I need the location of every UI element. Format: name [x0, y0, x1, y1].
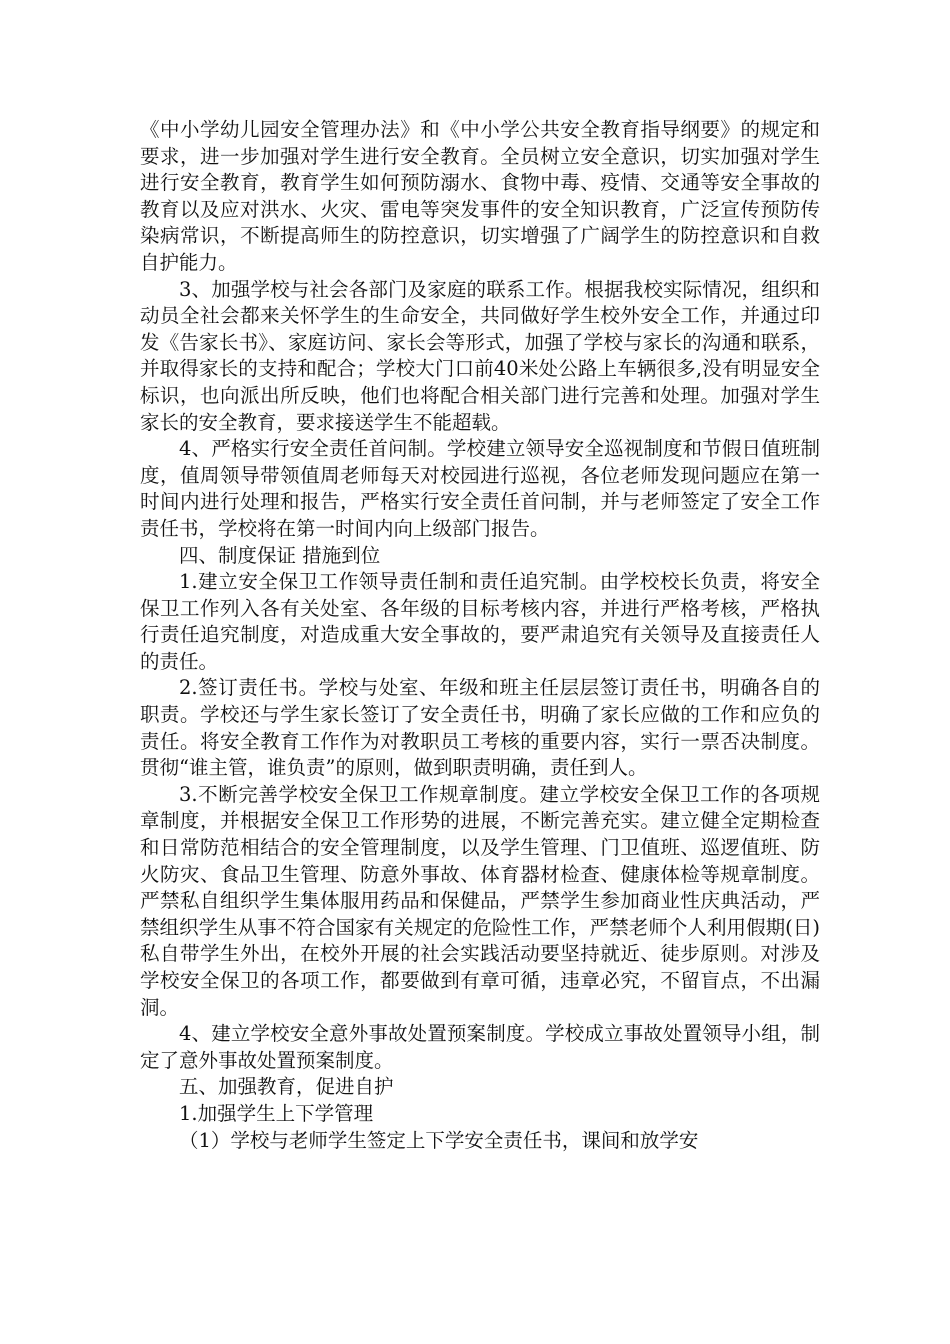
paragraph-accident-plan: 4、建立学校安全意外事故处置预案制度。学校成立事故处置领导小组，制定了意外事故处置预案制度。: [140, 1022, 820, 1072]
paragraph-rules-regulations: 3.不断完善学校安全保卫工作规章制度。建立学校安全保卫工作的各项规章制度，并根据安全保卫工作形势的进展，不断完善充实。建立健全定期检查和日常防范相结合的安全管理制度，以及学生管理、门卫值班、巡逻值班、防火防灾、食品卫生管理、防意外事故、体育器材检查、健康体检等规章制度。严禁私自组织学生集体服用药品和保健品，严禁学生参加商业性庆典活动，严禁组织学生从事不符合国家有关规定的危险性工作，严禁老师个人利用假期(日)私自带学生外出，在校外开展的社会实践活动要坚持就近、徒步原则。对涉及学校安全保卫的各项工作，都要做到有章可循，违章必究，不留盲点，不出漏洞。: [140, 782, 820, 1019]
document-page: [140, 117, 820, 1154]
paragraph-sign-responsibility: 2.签订责任书。学校与处室、年级和班主任层层签订责任书，明确各自的职责。学校还与学生家长签订了安全责任书，明确了家长应做的工作和应负的责任。将安全教育工作作为对教职员工考核的重要内容，实行一票否决制度。贯彻“谁主管，谁负责”的原则，做到职责明确，责任到人。: [140, 676, 820, 780]
paragraph-safety-education: 《中小学幼儿园安全管理办法》和《中小学公共安全教育指导纲要》的规定和要求，进一步加强对学生进行安全教育。全员树立安全意识，切实加强对学生进行安全教育，教育学生如何预防溺水、食物中毒、疫情、交通等安全事故的教育以及应对洪水、火灾、雷电等突发事件的安全知识教育，广泛宣传预防传染病常识，不断提高师生的防控意识，切实增强了广阔学生的防控意识和自救自护能力。: [140, 118, 820, 274]
paragraph-commute-agreement: （1）学校与老师学生签定上下学安全责任书，课间和放学安: [179, 1128, 699, 1152]
paragraph-school-society-family: 3、加强学校与社会各部门及家庭的联系工作。根据我校实际情况，组织和动员全社会都来关怀学生的生命安全，共同做好学生校外安全工作，并通过印发《告家长书》、家庭访问、家长会等形式，加强了学校与家长的沟通和联系，并取得家长的支持和配合；学校大门口前40米处公路上车辆很多,没有明显安全标识，也向派出所反映，他们也将配合相关部门进行完善和处理。加强对学生家长的安全教育，要求接送学生不能超载。: [140, 277, 820, 434]
subheading-commute-management: 1.加强学生上下学管理: [179, 1101, 374, 1125]
paragraph-leadership-responsibility: 1.建立安全保卫工作领导责任制和责任追究制。由学校校长负责，将安全保卫工作列入各有关处室、各年级的目标考核内容，并进行严格考核，严格执行责任追究制度，对造成重大安全事故的，要严肃追究有关领导及直接责任人的责任。: [140, 570, 820, 673]
paragraph-first-responsibility: 4、严格实行安全责任首问制。学校建立领导安全巡视制度和节假日值班制度，值周领导带领值周老师每天对校园进行巡视，各位老师发现问题应在第一时间内进行处理和报告，严格实行安全责任首问制，并与老师签定了安全工作责任书，学校将在第一时间内向上级部门报告。: [140, 437, 820, 540]
section-heading-five: 五、加强教育，促进自护: [179, 1075, 394, 1099]
section-heading-four: 四、制度保证 措施到位: [179, 543, 381, 567]
